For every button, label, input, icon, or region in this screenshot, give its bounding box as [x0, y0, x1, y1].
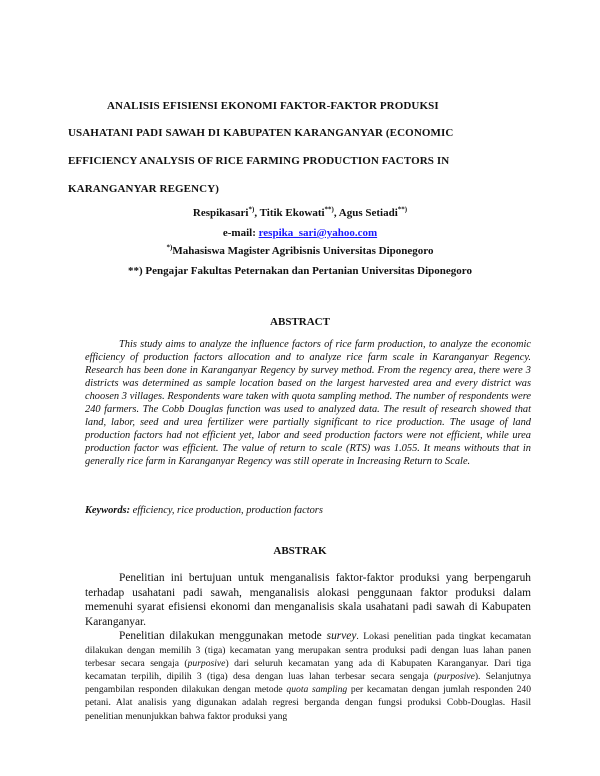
abstrak-survey: survey [326, 630, 357, 642]
abstrak-purposive-1: purposive [187, 657, 226, 669]
author-2-mark: **) [324, 205, 334, 214]
abstract-body [85, 338, 531, 468]
title-line-1: ANALISIS EFISIENSI EKONOMI FAKTOR-FAKTOR PRODUKSI [107, 100, 439, 112]
keywords-label: Keywords: [85, 505, 131, 516]
author-3: , Agus Setiadi [333, 207, 398, 219]
title-line-3: EFFICIENCY ANALYSIS OF RICE FARMING PRODUCTION FACTORS IN [68, 155, 450, 167]
author-2: , Titik Ekowati [254, 207, 325, 219]
title-line-2: USAHATANI PADI SAWAH DI KABUPATEN KARANGANYAR (ECONOMIC [68, 127, 454, 139]
abstrak-p2-e: per kecamatan dengan jumlah responden 240 petani. Alat analisis yang digunakan adalah regresi berganda dengan fungsi produksi Cobb-Douglas. Hasil penelitian menunjukkan bahwa faktor produksi yang [85, 684, 532, 722]
keywords [85, 505, 323, 516]
author-list [60, 207, 540, 219]
author-1: Respikasari [192, 207, 249, 219]
affiliation-1-mark: *) [166, 243, 173, 252]
affiliation-1 [60, 245, 540, 257]
abstrak-p2-d: ). Selanjutnya pengambilan responden dilakukan dengan metode [85, 670, 531, 696]
abstrak-p2-c: ) dari seluruh kecamatan yang ada di Kabupaten Karanganyar. Dari tiga kecamatan terpilih, dipilih 3 (tiga) desa dengan luas lahan terbesar secara sengaja ( [85, 657, 531, 682]
title-line-4: KARANGANYAR REGENCY) [68, 183, 220, 195]
abstrak-heading: ABSTRAK [273, 545, 327, 557]
affiliation-2: **) Pengajar Fakultas Peternakan dan Pertanian Universitas Diponegoro [128, 265, 472, 277]
abstract-text: This study aims to analyze the influence factors of rice farm production, to analyze the economic efficiency of production factors allocation and to analyze rice farm scale in Karanganyar Regency. Research has been done in Karanganyar Regency by survey method. From the regency area, there were 3 districts was determined as sample location based on the largest harvested area and every district was choosen 3 villages. Respondents ware taken with quota sampling method. The number of respondents were 240 farmers. The Cobb Douglas function was used to analyzed data. The result of research showed that land, labor, seed and urea fertilizer were partially significant to rice production. The usage of land production factors had not efficient yet, labor and seed production factors were not efficient, while urea production factor was efficient. The value of return to scale (RTS) was 1.055. It means withouts that in generally rice farm in Karanganyar Regency was still operate in Increasing Return to Scale. [85, 339, 531, 467]
abstrak-body [85, 571, 531, 723]
abstrak-paragraph-2 [85, 629, 531, 723]
abstract-heading: ABSTRACT [270, 316, 330, 328]
keywords-value: efficiency, rice production, production factors [130, 505, 323, 516]
email-link[interactable]: respika_sari@yahoo.com [258, 227, 378, 239]
abstrak-p2-b: . Lokasi penelitian pada tingkat kecamatan dilakukan dengan memilih 3 (tiga) kecamatan yang merupakan sentra produksi padi dengan luas lahan panen terbesar secara sengaja ( [85, 631, 531, 669]
abstrak-paragraph-1: Penelitian ini bertujuan untuk menganalisis faktor-faktor produksi yang berpengaruh terhadap usahatani padi sawah, menganalisis alokasi penggunaan faktor produksi dalam memenuhi syarat efisiensi ekonomi dan menganalisis skala usahatani padi sawah di Kabupaten Karanganyar. [85, 572, 531, 628]
author-1-mark: *) [248, 205, 255, 214]
email-label: e-mail: [222, 227, 259, 239]
abstrak-purposive-2: purposive [437, 670, 475, 682]
abstrak-p2-lead: Penelitian dilakukan menggunakan metode [119, 630, 327, 642]
author-3-mark: **) [397, 205, 408, 214]
abstrak-quota-sampling: quota sampling [286, 684, 348, 696]
email-line [60, 227, 540, 239]
affiliation-1-text: Mahasiswa Magister Agribisnis Universitas Diponegoro [172, 245, 434, 257]
